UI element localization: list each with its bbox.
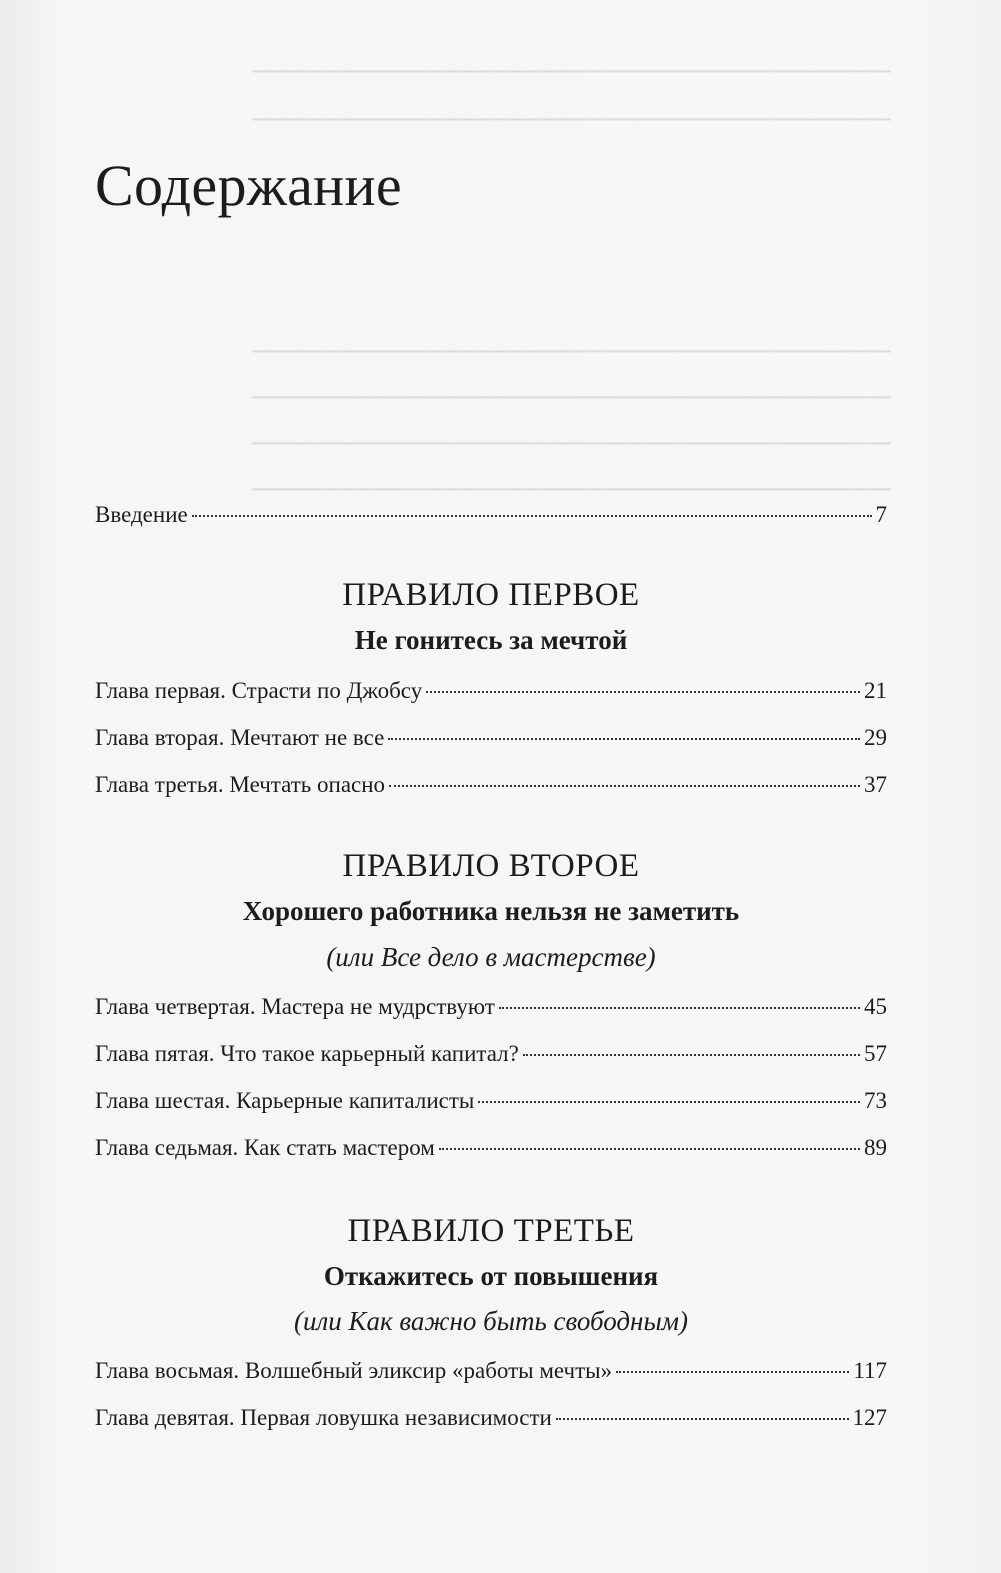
toc-entry[interactable] — [95, 992, 887, 1022]
toc-entry-page: 73 — [864, 1088, 887, 1113]
leader-dots — [616, 1371, 849, 1373]
rule-note: (или Все дело в мастерстве) — [326, 942, 656, 972]
bleed-through-text: ───────────────────────────────────────── — [251, 106, 891, 131]
toc-entry-label: Глава пятая. Что такое карьерный капитал? — [95, 1041, 519, 1066]
rule-subtitle: Откажитесь от повышения — [323, 1261, 659, 1291]
bleed-through-text: ───────────────────────────────────────── — [251, 430, 891, 455]
leader-dots — [439, 1148, 860, 1150]
toc-entry-label: Глава девятая. Первая ловушка независимости — [95, 1405, 552, 1430]
leader-dots — [499, 1007, 860, 1009]
leader-dots — [556, 1418, 849, 1420]
toc-entry-label: Глава седьмая. Как стать мастером — [95, 1135, 435, 1160]
leader-dots — [388, 738, 860, 740]
toc-entry-page: 117 — [853, 1358, 887, 1383]
toc-entry-label: Глава шестая. Карьерные капиталисты — [95, 1088, 475, 1113]
toc-entry-page: 29 — [864, 725, 887, 750]
bleed-through-text: ───────────────────────────────────────── — [251, 476, 891, 501]
page-title: Содержание — [95, 153, 402, 218]
bleed-through-text: ───────────────────────────────────────── — [251, 384, 891, 409]
rule-heading: ПРАВИЛО ТРЕТЬЕ — [347, 1213, 635, 1249]
toc-entry-label: Введение — [95, 502, 188, 527]
toc-entry-page: 89 — [864, 1135, 887, 1160]
leader-dots — [192, 515, 872, 517]
bleed-through-text: ───────────────────────────────────────── — [251, 338, 891, 363]
toc-entry-label: Глава четвертая. Мастера не мудрствуют — [95, 994, 495, 1019]
toc-entry-page: 45 — [864, 994, 887, 1019]
toc-entry-page: 57 — [864, 1041, 887, 1066]
toc-entry[interactable] — [95, 1356, 887, 1386]
rule-heading: ПРАВИЛО ПЕРВОЕ — [342, 577, 640, 613]
leader-dots — [389, 785, 860, 787]
rule-note: (или Как важно быть свободным) — [294, 1306, 688, 1336]
toc-entry-page: 7 — [875, 502, 887, 527]
toc-entry[interactable] — [95, 676, 887, 706]
toc-entry-page: 127 — [852, 1405, 887, 1430]
rule-subtitle: Хорошего работника нельзя не заметить — [242, 896, 740, 926]
toc-entry-label: Глава первая. Страсти по Джобсу — [95, 678, 423, 703]
toc-entry[interactable] — [95, 1403, 887, 1433]
rule-subtitle: Не гонитесь за мечтой — [354, 625, 628, 655]
toc-entry[interactable] — [95, 1039, 887, 1069]
toc-entry-page: 37 — [864, 772, 887, 797]
toc-entry-intro[interactable] — [95, 500, 887, 530]
toc-entry[interactable] — [95, 770, 887, 800]
toc-entry-label: Глава вторая. Мечтают не все — [95, 725, 385, 750]
leader-dots — [523, 1054, 860, 1056]
toc-entry[interactable] — [95, 1133, 887, 1163]
toc-entry-page: 21 — [864, 678, 887, 703]
leader-dots — [478, 1101, 860, 1103]
rule-heading: ПРАВИЛО ВТОРОЕ — [342, 848, 640, 884]
bleed-through-text: ───────────────────────────────────────── — [251, 58, 891, 83]
toc-entry-label: Глава третья. Мечтать опасно — [95, 772, 386, 797]
toc-entry[interactable] — [95, 1086, 887, 1116]
toc-entry-label: Глава восьмая. Волшебный эликсир «работы мечты» — [95, 1358, 613, 1383]
toc-entry[interactable] — [95, 723, 887, 753]
leader-dots — [426, 691, 860, 693]
